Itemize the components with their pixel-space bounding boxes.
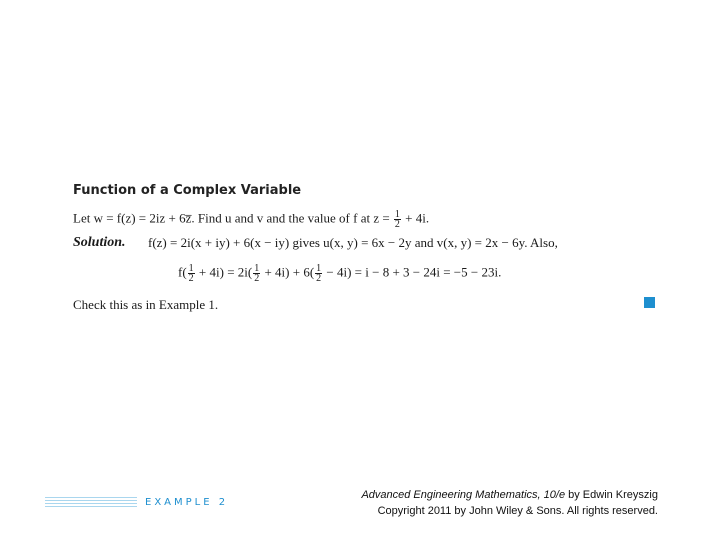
fraction-one-half: $\frac{1}{2}$ [254,263,260,284]
section-heading: Function of a Complex Variable [73,183,302,198]
statement-suffix: + 4i. [405,210,430,226]
fraction-one-half: $\frac{1}{2}$ [316,263,322,284]
example-decorative-lines [45,497,137,509]
solution-label: Solution. [73,235,126,250]
problem-statement [73,210,429,229]
book-title: Advanced Engineering Mathematics, 10/e [361,489,566,501]
eval-part-3: + 4i) + 6( [264,264,315,280]
eval-part-2: + 4i) = 2i( [198,264,253,280]
evaluation-line [178,264,501,283]
eval-part-1: f( [178,264,187,280]
fraction-one-half: $\frac{1}{2}$ [188,263,194,284]
solution-text: f(z) = 2i(x + iy) + 6(x − iy) gives u(x, y) = 6x − 2y and v(x, y) = 2x − 6y. Also, [148,235,558,250]
end-of-example-square-icon [644,297,655,308]
footer-book-line [361,489,658,501]
book-author: by Edwin Kreyszig [565,489,658,501]
fraction-one-half: $\frac{1}{2}$ [394,209,400,230]
check-text: Check this as in Example 1. [73,297,219,312]
statement-prefix: Let w = f(z) = 2iz + 6z̅. Find u and v and the value of f at z = [73,210,390,226]
eval-part-4: − 4i) = i − 8 + 3 − 24i = −5 − 23i. [326,264,502,280]
footer-copyright: Copyright 2011 by John Wiley & Sons. All rights reserved. [377,505,658,517]
example-label: EXAMPLE 2 [145,497,229,508]
